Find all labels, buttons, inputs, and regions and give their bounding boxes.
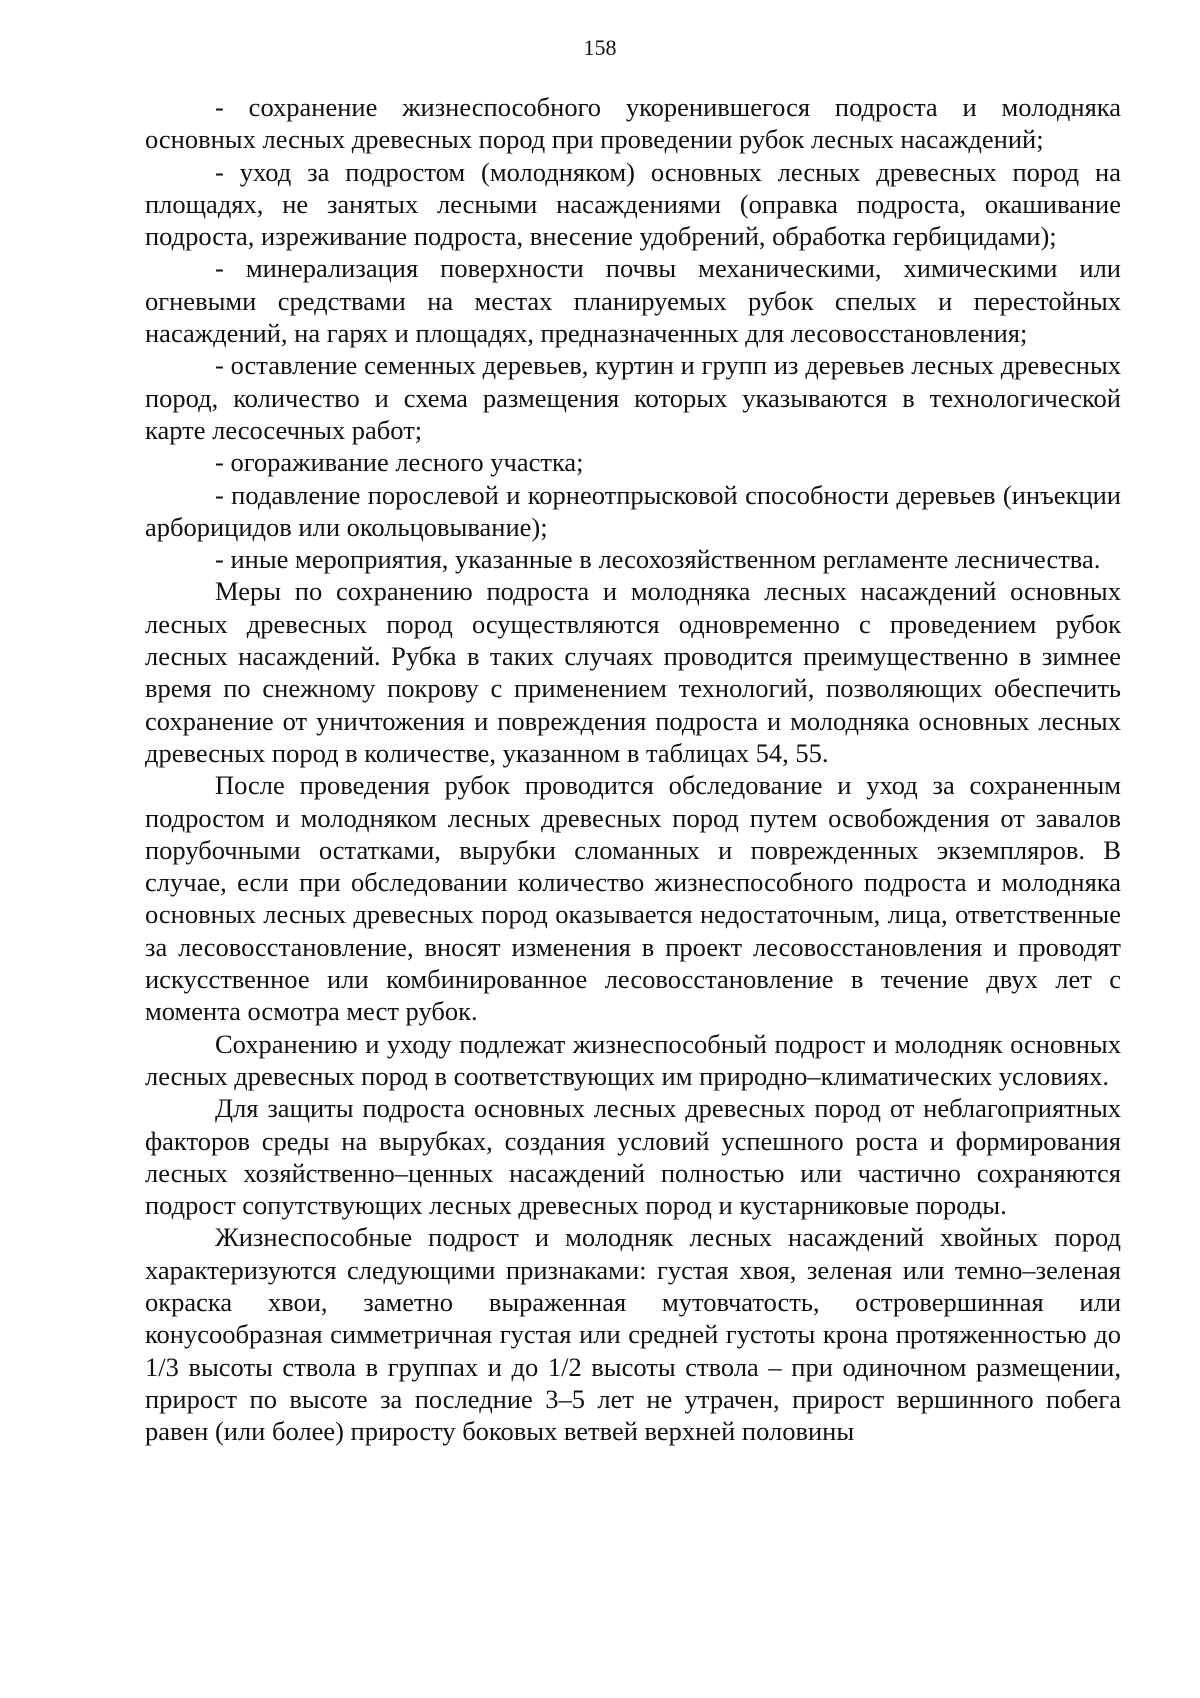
paragraph-viability-signs: Жизнеспособные подрост и молодняк лесных насаждений хвойных пород характеризуются следующими признаками: густая хвоя, зеленая или темно–зеленая окраска хвои, заметно выраженная мутовчатость, островершинная или конусообразная симметричная густая или средней густоты крона протяженностью до 1/3 высоты ствола в группах и до 1/2 высоты ствола – при одиночном размещении, прирост по высоте за последние 3–5 лет не утрачен, прирост вершинного побега равен (или более) приросту боковых ветвей верхней половины	[145, 1222, 1121, 1447]
paragraph-care-subject: Сохранению и уходу подлежат жизнеспособный подрост и молодняк основных лесных древесных пород в соответствующих им природно–климатических условиях.	[145, 1028, 1121, 1091]
list-item-sprout-suppression: - подавление порослевой и корнеотпрысковой способности деревьев (инъекции арборицидов или окольцовывание);	[145, 479, 1121, 542]
paragraph-preservation-measures: Меры по сохранению подроста и молодняка лесных насаждений основных лесных древесных пород осуществляются одновременно с проведением рубок лесных насаждений. Рубка в таких случаях проводится преимущественно в зимнее время по снежному покрову с применением технологий, позволяющих обеспечить сохранение от уничтожения и повреждения подроста и молодняка основных лесных древесных пород в количестве, указанном в таблицах 54, 55.	[145, 576, 1121, 768]
list-item-preserve-undergrowth: - сохранение жизнеспособного укоренившегося подроста и молодняка основных лесных древесных пород при проведении рубок лесных насаждений;	[145, 92, 1121, 155]
list-item-undergrowth-care: - уход за подростом (молодняком) основных лесных древесных пород на площадях, не занятых лесными насаждениями (оправка подроста, окашивание подроста, изреживание подроста, внесение удобрений, обработка гербицидами);	[145, 156, 1121, 252]
paragraph-protection: Для защиты подроста основных лесных древесных пород от неблагоприятных факторов среды на вырубках, создания условий успешного роста и формирования лесных хозяйственно–ценных насаждений полностью или частично сохраняются подрост сопутствующих лесных древесных пород и кустарниковые породы.	[145, 1093, 1121, 1221]
body-text	[145, 91, 1121, 1447]
list-item-soil-mineralization: - минерализация поверхности почвы механическими, химическими или огневыми средствами на местах планируемых рубок спелых и перестойных насаждений, на гарях и площадях, предназначенных для лесовосстановления;	[145, 253, 1121, 349]
list-item-seed-trees: - оставление семенных деревьев, куртин и групп из деревьев лесных древесных пород, количество и схема размещения которых указываются в технологической карте лесосечных работ;	[145, 350, 1121, 445]
list-item-other-measures: - иные мероприятия, указанные в лесохозяйственном регламенте лесничества.	[215, 544, 1101, 575]
paragraph-post-felling-survey: После проведения рубок проводится обследование и уход за сохраненным подростом и молодняком лесных древесных пород путем освобождения от завалов порубочными остатками, вырубки сломанных и поврежденных экземпляров. В случае, если при обследовании количество жизнеспособного подроста и молодняка основных лесных древесных пород оказывается недостаточным, лица, ответственные за лесовосстановление, вносят изменения в проект лесовосстановления и проводят искусственное или комбинированное лесовосстановление в течение двух лет с момента осмотра мест рубок.	[145, 770, 1121, 1027]
page-number: 158	[583, 35, 617, 60]
list-item-fencing: - огораживание лесного участка;	[215, 447, 584, 478]
